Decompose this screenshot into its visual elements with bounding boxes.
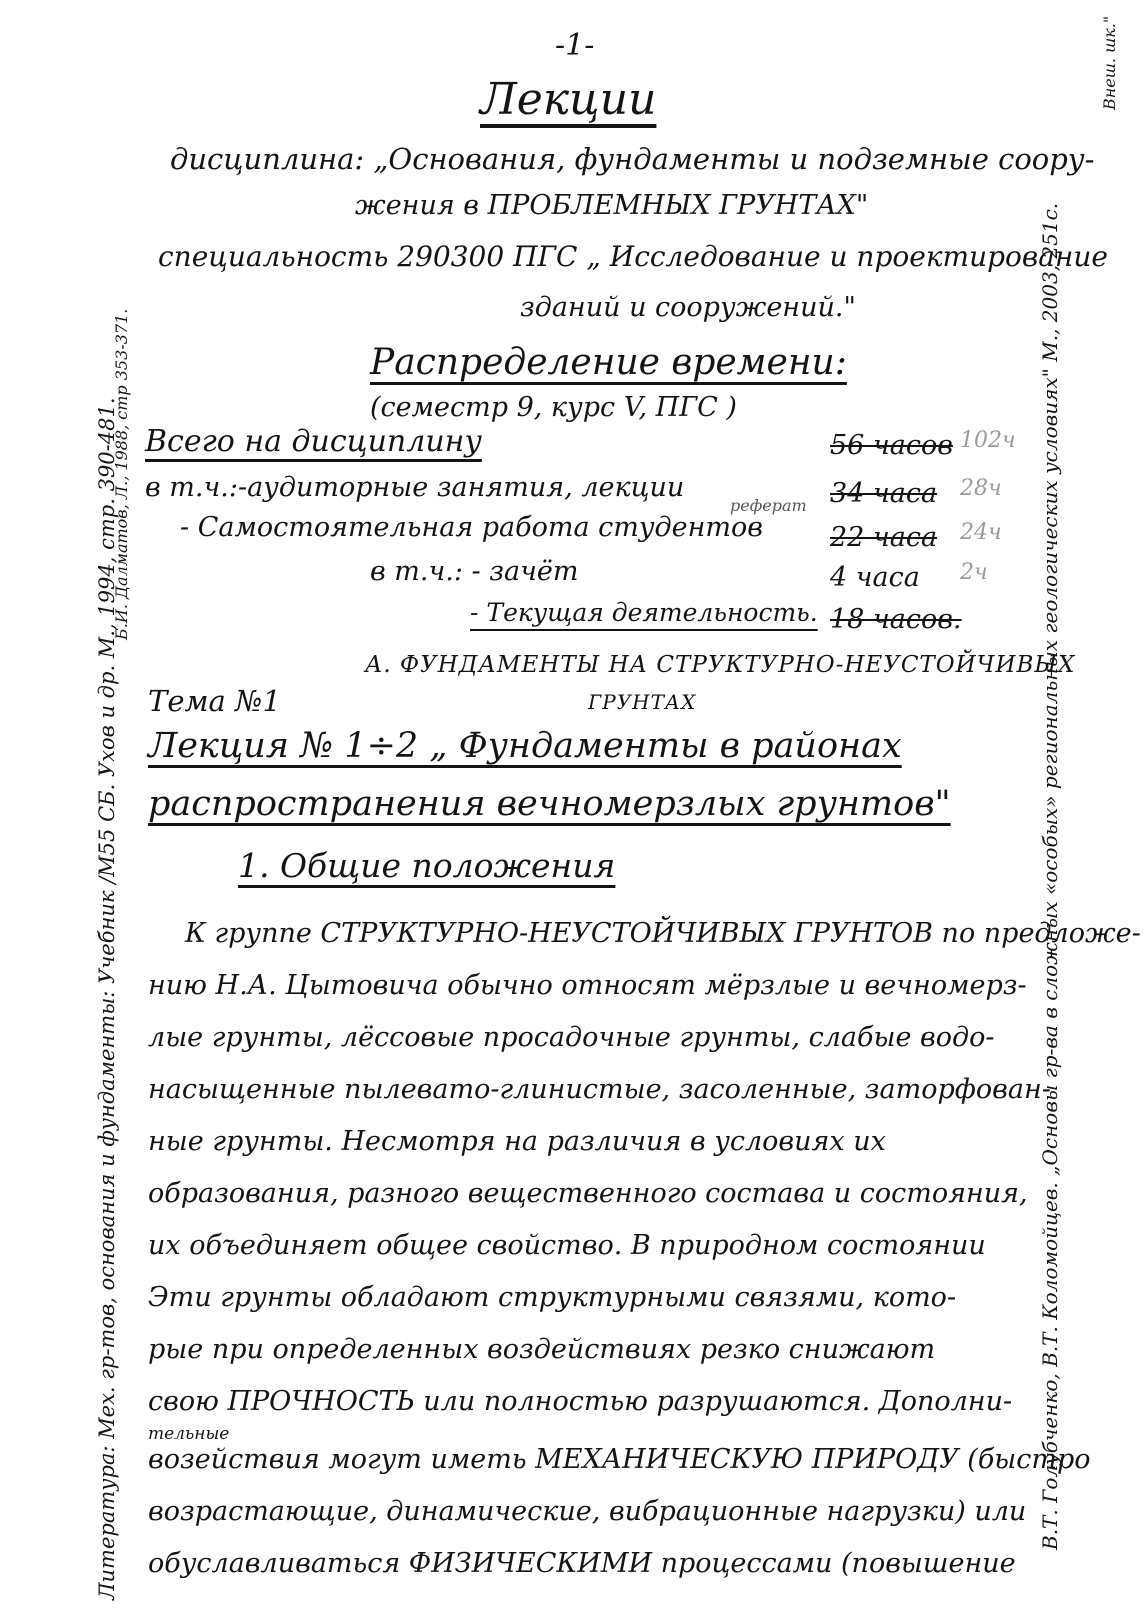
insert-word: тельные [148, 1424, 230, 1444]
time-row-total-value: 56 часов [830, 430, 953, 461]
specialty-line-cont: зданий и сооружений." [520, 292, 856, 323]
time-row-credit-note: 2ч [960, 560, 988, 585]
time-row-current-value: 18 часов. [830, 604, 962, 635]
body-line-8: Эти грунты обладают структурными связями, кото- [148, 1282, 957, 1313]
section-a-title-cont: ГРУНТАХ [588, 690, 697, 714]
body-line-4: насыщенные пылевато-глинистые, засоленные, заторфован- [148, 1074, 1051, 1105]
body-line-13: обуславливаться ФИЗИЧЕСКИМИ процессами (повышение [148, 1548, 1016, 1579]
lecture-title: Лекция № 1÷2 „ Фундаменты в районах [148, 726, 902, 766]
discipline-line-cont: жения в ПРОБЛЕМНЫХ ГРУНТАХ" [355, 190, 869, 221]
specialty-line: специальность 290300 ПГС „ Исследование и проектирование [158, 240, 1108, 273]
time-row-lectures-label: в т.ч.:-аудиторные занятия, лекции [145, 472, 685, 503]
margin-left-literature: Литература: Мех. гр-тов, основания и фундаменты: Учебник /М55 СБ. Ухов и др. М., 1994, стр. 390-481. [95, 397, 119, 1600]
body-line-10: свою ПРОЧНОСТЬ или полностью разрушаются. Дополни- [148, 1386, 1013, 1417]
time-row-lectures-value: 34 часа [830, 478, 938, 509]
subsection-title: 1. Общие положения [238, 846, 616, 885]
topic-label: Тема №1 [148, 684, 281, 718]
time-subheading: (семестр 9, курс V, ПГС ) [370, 392, 737, 423]
margin-right-reference: В.Т. Голубченко, В.Т. Коломойцев. „Основы гр-ва в сложных «особых» региональных геологических условиях" М., 2003, 251с. [1038, 202, 1062, 1550]
discipline-line: дисциплина: „Основания, фундаменты и подземные соору- [170, 142, 1095, 176]
time-row-lectures-note: 28ч [960, 476, 1002, 501]
body-line-9: рые при определенных воздействиях резко снижают [148, 1334, 936, 1365]
body-line-1: К группе СТРУКТУРНО-НЕУСТОЙЧИВЫХ ГРУНТОВ по предложе- [185, 918, 1141, 949]
body-line-3: лые грунты, лёссовые просадочные грунты, слабые водо- [148, 1022, 995, 1053]
page-number: -1- [555, 28, 595, 63]
body-line-12: возрастающие, динамические, вибрационные нагрузки) или [148, 1496, 1027, 1527]
margin-right-top-note: Внеш. шк." [1100, 15, 1119, 110]
body-line-11: возействия могут иметь МЕХАНИЧЕСКУЮ ПРИРОДУ (быстро [148, 1444, 1091, 1475]
time-row-selfwork-note: 24ч [960, 520, 1002, 545]
body-line-5: ные грунты. Несмотря на различия в условиях их [148, 1126, 886, 1157]
time-row-selfwork-value: 22 часа [830, 522, 938, 553]
time-row-current-label: - Текущая деятельность. [470, 598, 818, 627]
body-line-2: нию Н.А. Цытовича обычно относят мёрзлые и вечномерз- [148, 970, 1027, 1001]
body-line-6: образования, разного вещественного состава и состояния, [148, 1178, 1028, 1209]
time-heading: Распределение времени: [370, 342, 847, 383]
section-a-title: А. ФУНДАМЕНТЫ НА СТРУКТУРНО-НЕУСТОЙЧИВЫХ [365, 652, 1076, 678]
body-line-7: их объединяет общее свойство. В природном состоянии [148, 1230, 986, 1261]
time-row-selfwork-label: - Самостоятельная работа студентов [180, 512, 764, 543]
margin-left-literature-2: Б.И. Далматов, Л., 1988, стр 353-371. [112, 308, 131, 640]
page-title: Лекции [480, 74, 657, 125]
time-row-total-note: 102ч [960, 428, 1016, 453]
lecture-title-cont: распространения вечномерзлых грунтов" [148, 784, 951, 824]
time-row-credit-value: 4 часа [830, 562, 920, 593]
time-row-total-label: Всего на дисциплину [145, 424, 482, 459]
time-row-credit-label: в т.ч.: - зачёт [370, 556, 579, 587]
time-row-selfwork-small-note: реферат [730, 496, 807, 515]
